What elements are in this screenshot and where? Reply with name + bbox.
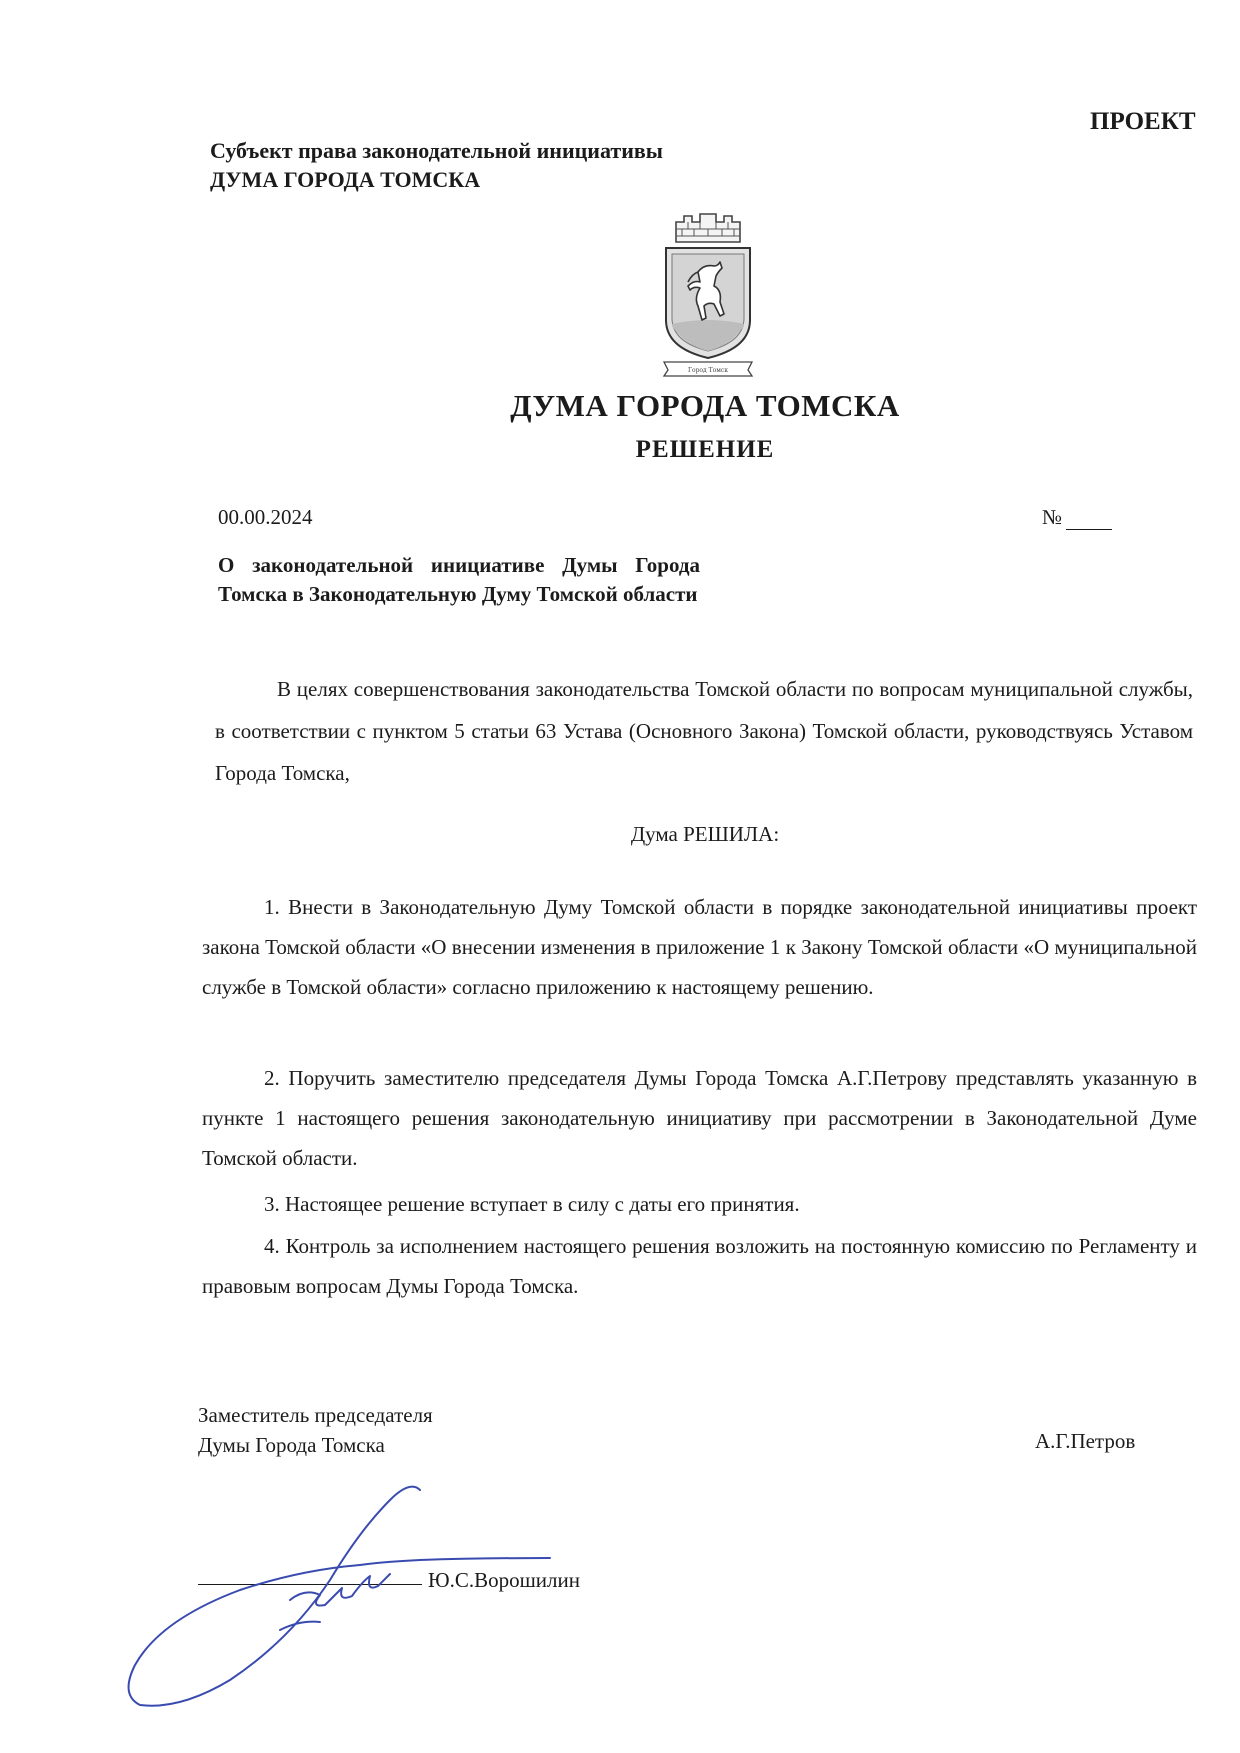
svg-text:Город Томск: Город Томск — [687, 367, 729, 374]
document-number — [1042, 505, 1112, 530]
number-label: № — [1042, 505, 1063, 529]
initiative-subject — [210, 136, 663, 194]
initiative-subject-line2: ДУМА ГОРОДА ТОМСКА — [210, 167, 481, 192]
signatory-position-line1: Заместитель председателя — [198, 1403, 433, 1427]
signatory-position-line2: Думы Города Томска — [198, 1433, 385, 1457]
document-subject: О законодательной инициативе Думы Города Томска в Законодательную Думу Томской области — [218, 553, 700, 606]
project-label: ПРОЕКТ — [1090, 108, 1196, 135]
clause-1: 1. Внести в Законодательную Думу Томской области в порядке законодательной инициативы проект закона Томской области «О внесении изменения в приложение 1 к Закону Томской области «О муниципальной службе в Томской области» согласно приложению к настоящему решению. — [202, 895, 1197, 999]
number-blank — [1066, 511, 1112, 530]
document-type: РЕШЕНИЕ — [635, 436, 775, 463]
signatory-position — [198, 1400, 433, 1460]
preamble-paragraph: В целях совершенствования законодательства Томской области по вопросам муниципальной службы, в соответствии с пунктом 5 статьи 63 Устава (Основного Закона) Томской области, руководствуясь Уставом Города Томска, — [215, 677, 1193, 785]
org-name: ДУМА ГОРОДА ТОМСКА — [510, 388, 900, 423]
executor-name: Ю.С.Ворошилин — [428, 1568, 580, 1592]
decision-formula: Дума РЕШИЛА: — [630, 822, 780, 846]
initiative-subject-line1: Субъект права законодательной инициативы — [210, 138, 663, 163]
clause-4: 4. Контроль за исполнением настоящего решения возложить на постоянную комиссию по Регламенту и правовым вопросам Думы Города Томска. — [202, 1234, 1197, 1298]
clause-3: 3. Настоящее решение вступает в силу с даты его принятия. — [264, 1192, 800, 1216]
signatory-name: А.Г.Петров — [1035, 1429, 1136, 1453]
document-date: 00.00.2024 — [218, 505, 313, 529]
coat-of-arms-icon — [658, 212, 758, 378]
handwritten-signature — [120, 1470, 580, 1720]
clause-2: 2. Поручить заместителю председателя Думы Города Томска А.Г.Петрову представлять указанную в пункте 1 настоящего решения законодательную инициативу при рассмотрении в Законодательной Думе Томской области. — [202, 1066, 1197, 1170]
